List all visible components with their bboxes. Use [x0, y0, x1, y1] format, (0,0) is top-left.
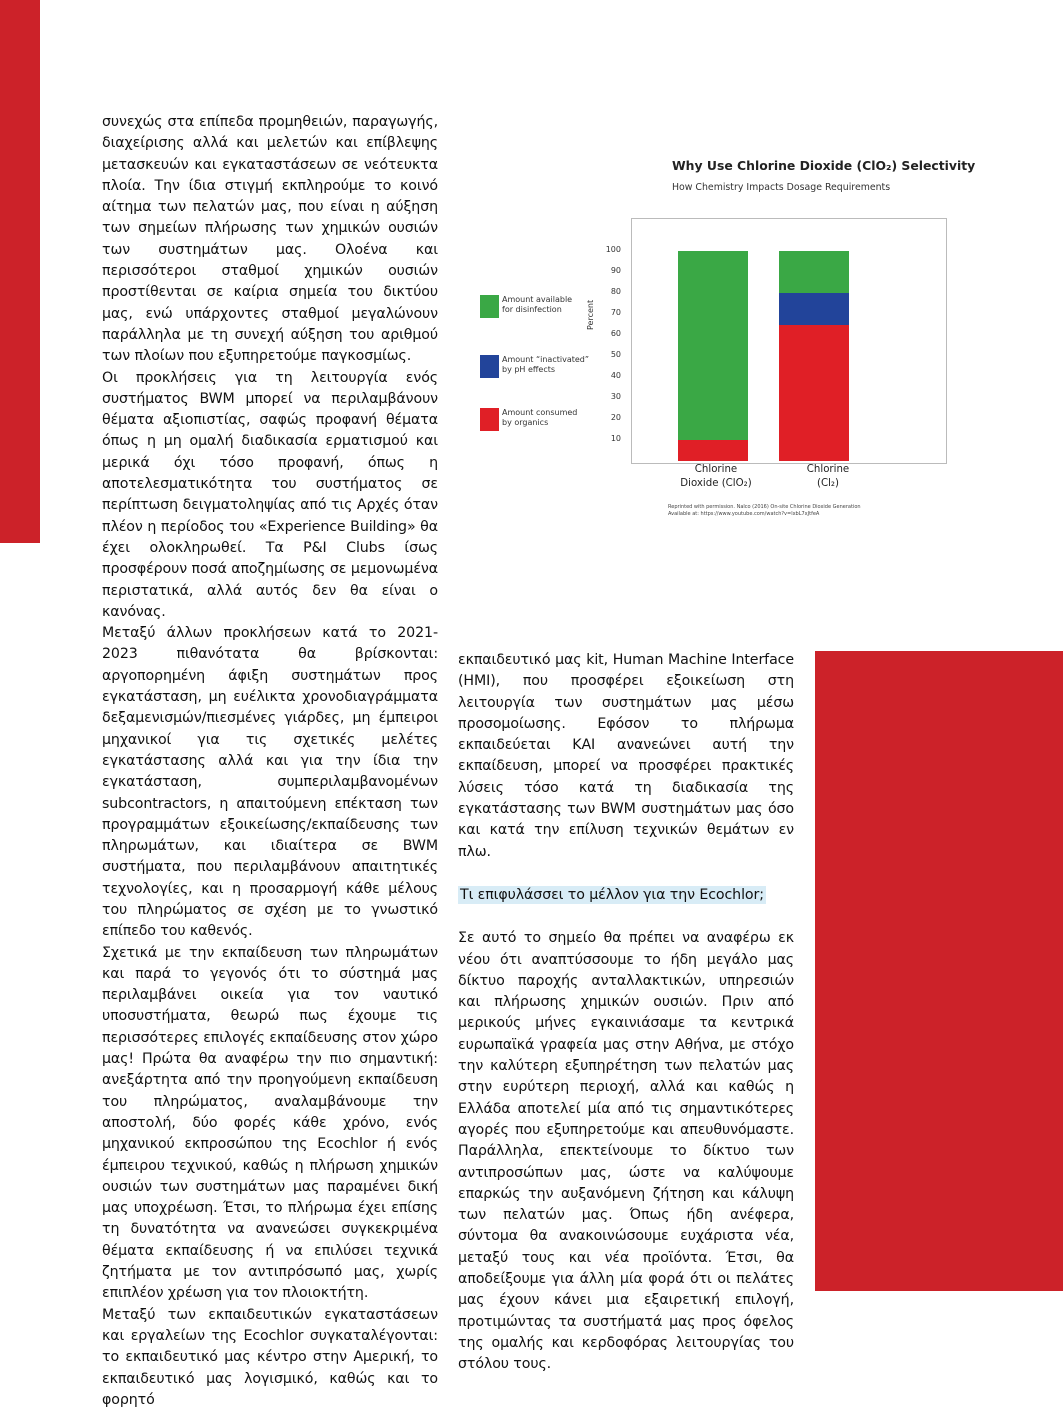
bar-segment: [678, 440, 748, 461]
y-tick-label: 70: [610, 308, 621, 317]
y-tick-label: 40: [610, 371, 621, 380]
y-tick-label: 50: [610, 350, 621, 359]
paragraph: συνεχώς στα επίπεδα προμηθειών, παραγωγής, διαχείρισης αλλά και μελετών και επίβλεψης μετασκευών και εγκαταστάσεων σε νεότευκτα πλοία. Την ίδια στιγμή εκπληρούμε το κοινό αίτημα των πελατών μας, που είναι η αύξηση των σημείων πλήρωσης των χημικών ουσιών των συστημάτων μας. Ολοένα και περισσότεροι σταθμοί χημικών ουσιών προστίθενται σε καίρια σημεία του δικτύου μας, ενώ υπάρχοντες σταθμοί μεγαλώνουν παράλληλα με τη συνεχή αύξηση του αριθμού των πλοίων που εξυπηρετούμε παγκοσμίως.: [102, 114, 438, 365]
chart-credit: Available at: https://www.youtube.com/watch?v=lxbL7xJtfeA: [668, 511, 820, 517]
legend-swatch: [480, 295, 499, 318]
paragraph: Μεταξύ των εκπαιδευτικών εγκαταστάσεων και εργαλείων της Ecochlor συγκαταλέγονται: το εκπαιδευτικό μας κέντρο στην Αμερική, το εκπαιδευτικό μας λογισμικό, καθώς και το φορητό: [102, 1306, 438, 1408]
legend-label: by organics: [502, 418, 549, 427]
bar-segment: [779, 293, 849, 325]
chart-subtitle: How Chemistry Impacts Dosage Requirements: [672, 182, 891, 193]
legend-label: for disinfection: [502, 305, 562, 314]
chart-credit: Reprinted with permission. Nalco (2016) On-site Chlorine Dioxide Generation: [668, 504, 861, 510]
paragraph: Οι προκλήσεις για τη λειτουργία ενός συστήματος BWM μπορεί να περιλαμβάνουν θέματα αξιοπιστίας, σαφώς προφανή θέματα όπως η μη ομαλή διαδικασία ερματισμού και μερικά όχι τόσο προφανή, όπως η αποτελεσματικότητα του συστήματος σε περίπτωση δειγματοληψίας από τις Αρχές όταν πλέον η περίοδος του «Experience Building» θα έχει ολοκληρωθεί. Τα P&I Clubs ίσως προσφέρουν ποσά αποζημίωσης σε μεμονωμένα περιστατικά, αλλά αυτός δεν θα είναι ο κανόνας.: [102, 369, 438, 620]
section-heading-text: Τι επιφυλάσσει το μέλλον για την Ecochlor;: [460, 886, 764, 903]
bar-segment: [678, 251, 748, 440]
y-tick-label: 10: [610, 434, 621, 443]
paragraph: Μεταξύ άλλων προκλήσεων κατά το 2021-2023 πιθανότατα θα βρίσκονται: αργοπορημένη άφιξη συστημάτων προς εγκατάσταση, μη ευέλικτα χρονοδιαγράμματα δεξαμενισμών/πιεσμένες γιάρδες, μη έμπειροι μηχανικοί για τις σχετικές μελέτες εγκατάστασης αλλά και για την ίδια την εγκατάσταση, συμπεριλαμβανομένων subcontractors, η απαιτούμενη επέκταση των προγραμμάτων εξοικείωσης/εκπαίδευσης των πληρωμάτων, και ιδιαίτερα σε BWM συστήματα, που περιλαμβάνουν απαιτητικές τεχνολογίες, και η προσαρμογή κάθε μέλους του πληρώματος σε σχέση με το γνωστικό επίπεδο του καθενός.: [102, 625, 438, 940]
legend-swatch: [480, 408, 499, 431]
section-heading: [458, 885, 794, 906]
bar-segment: [779, 325, 849, 462]
y-tick-label: 100: [605, 245, 621, 254]
chart-title: Why Use Chlorine Dioxide (ClO₂) Selectivity: [672, 158, 976, 173]
bar-segment: [779, 251, 849, 293]
x-category-label: Chlorine Dioxide (ClO₂): [680, 464, 752, 489]
article-column-left: [102, 112, 438, 1411]
paragraph: Σχετικά με την εκπαίδευση των πληρωμάτων και παρά το γεγονός ότι το σύστημά μας περιλαμβάνει οικεία για τον ναυτικό υποσυστήματα, θεωρώ πως έχουμε τις περισσότερες επιλογές εκπαίδευσης στον χώρο μας! Πρώτα θα αναφέρω την πιο σημαντική: ανεξάρτητα από την προηγούμενη εκπαίδευση του πληρώματος, αναλαμβάνουμε την αποστολή, δύο φορές κάθε χρόνο, ενός μηχανικού εκπροσώπου της Ecochlor ή ενός έμπειρου τεχνικού, καθώς η πλήρωση χημικών ουσιών των συστημάτων μας παραμένει δική μας υποχρέωση. Έτσι, το πλήρωμα έχει επίσης τη δυνατότητα να ανανεώσει συγκεκριμένα θέματα εκπαίδευσης ή να επιλύσει τεχνικά ζητήματα με τον αντιπρόσωπό μας, χωρίς επιπλέον χρέωση για τον πλοιοκτήτη.: [102, 944, 438, 1302]
y-tick-label: 80: [610, 287, 621, 296]
y-tick-label: 60: [610, 329, 621, 338]
legend-swatch: [480, 355, 499, 378]
article-column-right: [458, 650, 794, 1376]
y-tick-label: 20: [610, 413, 621, 422]
paragraph: εκπαιδευτικό μας kit, Human Machine Interface (HMI), που προσφέρει εξοικείωση στη λειτουργία των συστημάτων μας μέσω προσομοίωσης. Εφόσον το πλήρωμα εκπαιδεύεται ΚΑΙ ανανεώνει αυτή την εκπαίδευση, μπορεί να προσφέρει πρακτικές λύσεις τόσο κατά τη διαδικασία της εγκατάστασης των BWM συστημάτων μας όσο και κατά την επίλυση τεχνικών θεμάτων εν πλω.: [458, 652, 794, 860]
plot-area: [631, 218, 947, 464]
legend-label: Amount consumed: [502, 408, 578, 417]
red-margin-block-right: [815, 651, 1063, 1291]
chart: [468, 150, 976, 525]
legend-label: Amount “inactivated”: [502, 355, 589, 364]
y-tick-label: 90: [610, 266, 621, 275]
y-tick-label: 30: [610, 392, 621, 401]
red-margin-block-left: [0, 0, 40, 543]
legend-label: Amount available: [502, 295, 573, 304]
x-category-label: Chlorine (Cl₂): [806, 464, 850, 489]
paragraph: Σε αυτό το σημείο θα πρέπει να αναφέρω εκ νέου ότι αναπτύσσουμε το ήδη μεγάλο μας δίκτυο παροχής ανταλλακτικών, υπηρεσιών και πλήρωσης χημικών ουσιών. Πριν από μερικούς μήνες εγκαινιάσαμε τα κεντρικά ευρωπαϊκά γραφεία μας στην Αθήνα, με στόχο την καλύτερη εξυπηρέτηση των πελατών μας στην ευρύτερη περιοχή, αλλά και καθώς η Ελλάδα αποτελεί μία από τις σημαντικότερες αγορές που εξυπηρετούμε και απευθυνόμαστε. Παράλληλα, επεκτείνουμε το δίκτυο των αντιπροσώπων μας, ώστε να καλύψουμε επαρκώς την αυξανόμενη ζήτηση και κάλυψη των πελατών μας. Όπως ήδη ανέφερα, σύντομα θα ανακοινώσουμε ευχάριστα νέα, μεταξύ τους και νέα προϊόντα. Έτσι, θα αποδείξουμε για άλλη μία φορά ότι οι πελάτες μας έχουν κάνει μια εξαιρετική επιλογή, προτιμώντας τα συστήματά μας προς όφελος της ομαλής και κερδοφόρας λειτουργίας του στόλου τους.: [458, 930, 794, 1373]
y-axis-label: Percent: [586, 299, 595, 330]
legend-label: by pH effects: [502, 365, 556, 374]
